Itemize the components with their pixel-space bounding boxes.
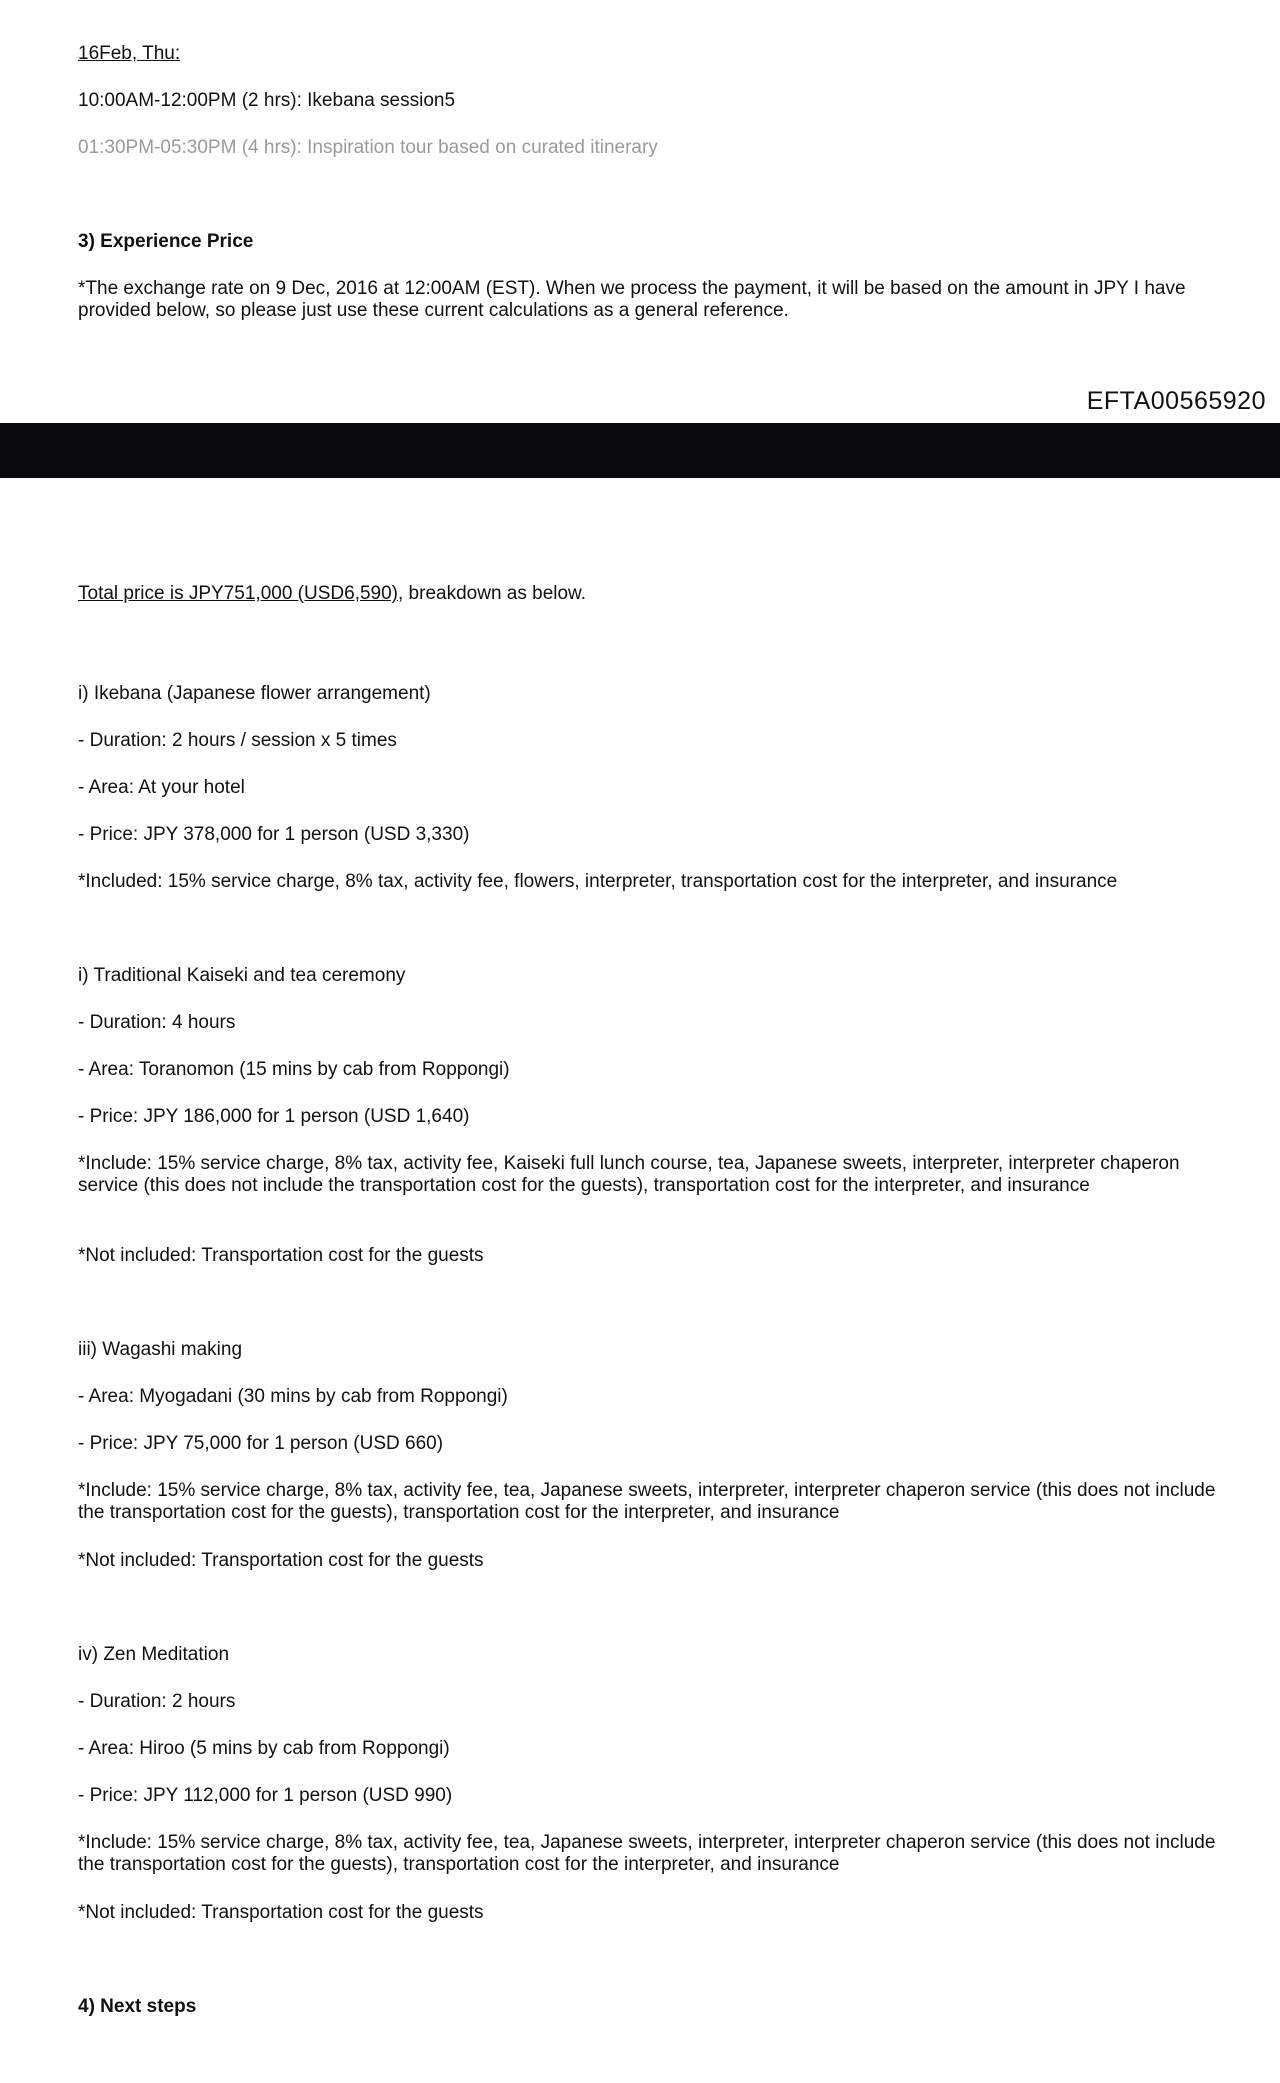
schedule-item: 10:00AM-12:00PM (2 hrs): Ikebana session5 xyxy=(78,90,456,111)
total-price-line xyxy=(78,583,586,605)
schedule-item: 01:30PM-05:30PM (4 hrs): Inspiration tour based on curated itinerary xyxy=(78,137,658,158)
experience-title-kaiseki: i) Traditional Kaiseki and tea ceremony xyxy=(78,965,406,986)
total-price: Total price is JPY751,000 (USD6,590) xyxy=(78,583,398,604)
experience-area: - Area: Myogadani (30 mins by cab from Roppongi) xyxy=(78,1386,508,1407)
experience-price: - Price: JPY 186,000 for 1 person (USD 1,640) xyxy=(78,1106,470,1127)
experience-duration: - Duration: 2 hours xyxy=(78,1691,236,1712)
experience-duration: - Duration: 4 hours xyxy=(78,1012,236,1033)
redaction-bar xyxy=(0,423,1280,478)
exchange-rate-note: *The exchange rate on 9 Dec, 2016 at 12:00AM (EST). When we process the payment, it will be based on the amount in JPY I have provided below, so please just use these current calculations as a general reference. xyxy=(78,278,1186,321)
experience-title-zen: iv) Zen Meditation xyxy=(78,1644,230,1665)
experience-area: - Area: Hiroo (5 mins by cab from Roppongi) xyxy=(78,1738,450,1759)
experience-title-wagashi: iii) Wagashi making xyxy=(78,1339,243,1360)
experience-included: *Include: 15% service charge, 8% tax, activity fee, Kaiseki full lunch course, tea, Japanese sweets, interpreter, interpreter chaperon service (this does not include the transportation cost for the guests), transportation cost for the interpreter, and insurance xyxy=(78,1153,1180,1196)
experience-not-included: *Not included: Transportation cost for the guests xyxy=(78,1245,484,1266)
experience-area: - Area: At your hotel xyxy=(78,777,245,798)
experience-title-ikebana: i) Ikebana (Japanese flower arrangement) xyxy=(78,683,431,704)
experience-included: *Included: 15% service charge, 8% tax, activity fee, flowers, interpreter, transportation cost for the interpreter, and insurance xyxy=(78,871,1118,892)
experience-included: *Include: 15% service charge, 8% tax, activity fee, tea, Japanese sweets, interpreter, interpreter chaperon service (this does not include the transportation cost for the guests), transportation cost for the interpreter, and insurance xyxy=(78,1480,1216,1523)
experience-price: - Price: JPY 75,000 for 1 person (USD 660) xyxy=(78,1433,444,1454)
experience-not-included: *Not included: Transportation cost for the guests xyxy=(78,1550,484,1571)
document-id: EFTA00565920 xyxy=(1086,387,1266,415)
experience-area: - Area: Toranomon (15 mins by cab from Roppongi) xyxy=(78,1059,510,1080)
experience-not-included: *Not included: Transportation cost for the guests xyxy=(78,1902,484,1923)
experience-included: *Include: 15% service charge, 8% tax, activity fee, tea, Japanese sweets, interpreter, interpreter chaperon service (this does not include the transportation cost for the guests), transportation cost for the interpreter, and insurance xyxy=(78,1832,1216,1875)
experience-price: - Price: JPY 378,000 for 1 person (USD 3,330) xyxy=(78,824,470,845)
total-price-suffix: , breakdown as below. xyxy=(398,583,587,604)
section-heading-experience-price: 3) Experience Price xyxy=(78,231,254,252)
experience-price: - Price: JPY 112,000 for 1 person (USD 990) xyxy=(78,1785,453,1806)
schedule-date: 16Feb, Thu: xyxy=(78,43,181,64)
section-heading-next-steps: 4) Next steps xyxy=(78,1996,197,2017)
experience-duration: - Duration: 2 hours / session x 5 times xyxy=(78,730,397,751)
